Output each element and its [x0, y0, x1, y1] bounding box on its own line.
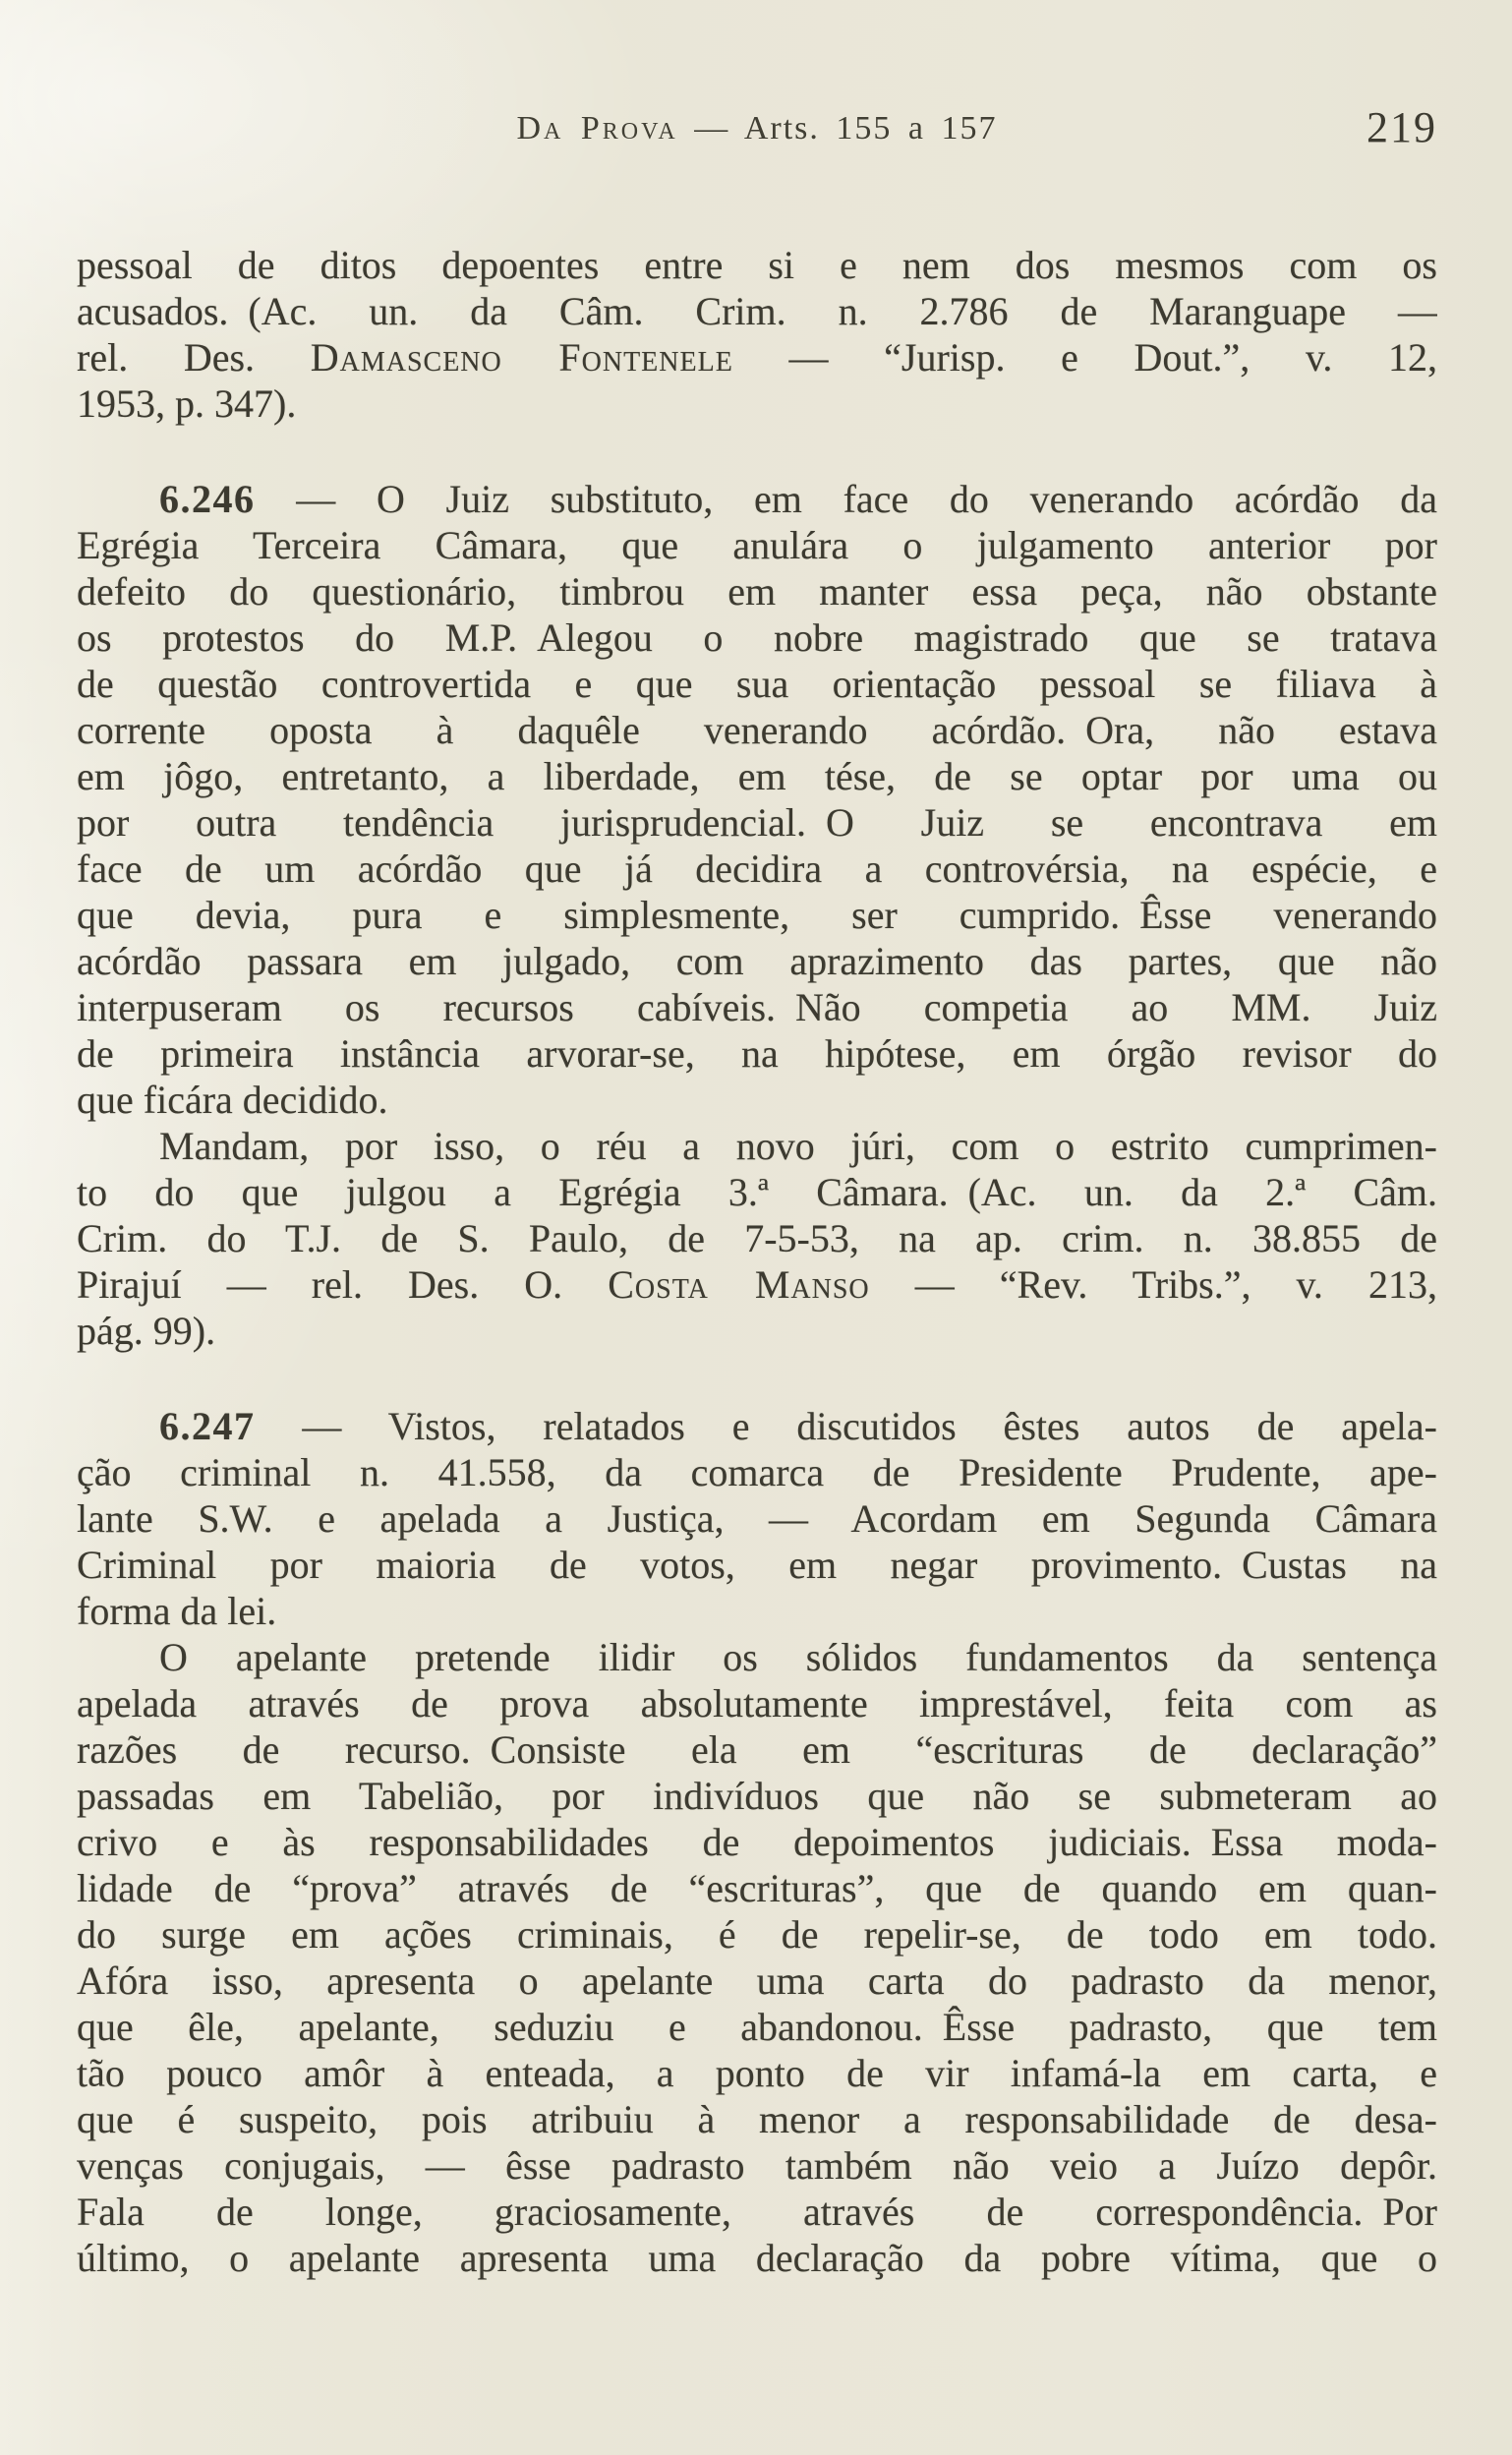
text-segment: de primeira instância arvorar-se, na hipótese, em órgão revisor do — [77, 1031, 1437, 1076]
page-number: 219 — [1367, 103, 1437, 151]
page-body — [77, 242, 1437, 2281]
text-segment: face de um acórdão que já decidira a controvérsia, na espécie, e — [77, 847, 1437, 891]
text-segment: tão pouco amôr à enteada, a ponto de vir infamá-la em carta, e — [77, 2051, 1437, 2095]
text-segment: — O Juiz substituto, em face do venerando acórdão da — [255, 477, 1437, 521]
text-line — [77, 661, 1437, 707]
text-segment: forma da lei. — [77, 1589, 277, 1633]
text-segment: — Vistos, relatados e discutidos êstes autos de apela- — [255, 1404, 1437, 1448]
text-segment: último, o apelante apresenta uma declaração da pobre vítima, que o — [77, 2236, 1437, 2280]
text-line — [77, 2050, 1437, 2096]
text-segment: Pirajuí — rel. Des. O. — [77, 1262, 609, 1307]
text-segment: pág. 99). — [77, 1309, 216, 1353]
text-segment: por outra tendência jurisprudencial. O Juiz se encontrava em — [77, 800, 1437, 845]
text-line — [77, 1169, 1437, 1215]
text-line — [77, 2004, 1437, 2050]
text-segment: Damasceno Fontenele — [310, 335, 733, 380]
text-line — [77, 522, 1437, 568]
text-line — [77, 614, 1437, 661]
text-segment: acórdão passara em julgado, com aprazimento das partes, que não — [77, 939, 1437, 983]
text-line — [77, 938, 1437, 984]
text-segment: defeito do questionário, timbrou em manter essa peça, não obstante — [77, 569, 1437, 614]
text-segment: do surge em ações criminais, é de repelir-se, de todo em todo. — [77, 1912, 1437, 1957]
paragraph — [77, 1403, 1437, 1634]
page-header — [77, 103, 1437, 157]
text-segment: em jôgo, entretanto, a liberdade, em tése, de se optar por uma ou — [77, 754, 1437, 798]
text-segment: de questão controvertida e que sua orientação pessoal se filiava à — [77, 662, 1437, 706]
text-line — [77, 1634, 1437, 1680]
text-line — [77, 2189, 1437, 2235]
text-line — [77, 1819, 1437, 1865]
paragraph — [77, 1634, 1437, 2281]
text-segment: que devia, pura e simplesmente, ser cumprido. Êsse venerando — [77, 893, 1437, 937]
text-line — [77, 2235, 1437, 2281]
text-line — [77, 380, 1437, 427]
text-segment: O apelante pretende ilidir os sólidos fundamentos da sentença — [159, 1635, 1437, 1679]
paragraph — [77, 476, 1437, 1123]
text-segment: que é suspeito, pois atribuiu à menor a responsabilidade de desa- — [77, 2097, 1437, 2141]
text-line — [77, 1215, 1437, 1261]
text-segment: rel. Des. — [77, 335, 311, 380]
text-segment: que êle, apelante, seduziu e abandonou. Êsse padrasto, que tem — [77, 2005, 1437, 2049]
text-line — [77, 476, 1437, 522]
text-segment: Fala de longe, graciosamente, através de correspondência. Por — [77, 2190, 1437, 2234]
text-line — [77, 892, 1437, 938]
text-segment: crivo e às responsabilidades de depoimentos judiciais. Essa moda- — [77, 1820, 1437, 1864]
text-line — [77, 334, 1437, 380]
text-line — [77, 1911, 1437, 1958]
text-segment: — “Jurisp. e Dout.”, v. 12, — [732, 335, 1437, 380]
text-segment: corrente oposta à daquêle venerando acórdão. Ora, não estava — [77, 708, 1437, 752]
paragraph — [77, 1123, 1437, 1354]
text-segment: Mandam, por isso, o réu a novo júri, com o estrito cumprimen- — [159, 1124, 1437, 1168]
paragraph — [77, 242, 1437, 427]
text-segment: razões de recurso. Consiste ela em “escrituras de declaração” — [77, 1727, 1437, 1772]
text-line — [77, 1773, 1437, 1819]
text-line — [77, 1449, 1437, 1495]
text-segment: passadas em Tabelião, por indivíduos que não se submeteram ao — [77, 1774, 1437, 1818]
text-segment: que ficára decidido. — [77, 1078, 388, 1122]
text-line — [77, 1123, 1437, 1169]
text-line — [77, 799, 1437, 846]
text-line — [77, 2142, 1437, 2189]
text-segment: Crim. do T.J. de S. Paulo, de 7-5-53, na ap. crim. n. 38.855 de — [77, 1216, 1437, 1260]
text-segment: venças conjugais, — êsse padrasto também não veio a Juízo depôr. — [77, 2143, 1437, 2188]
text-segment: — “Rev. Tribs.”, v. 213, — [869, 1262, 1437, 1307]
text-line — [77, 2096, 1437, 2142]
text-segment: pessoal de ditos depoentes entre si e nem dos mesmos com os — [77, 243, 1437, 287]
text-line — [77, 984, 1437, 1030]
text-line — [77, 1261, 1437, 1308]
text-segment: os protestos do M.P. Alegou o nobre magistrado que se tratava — [77, 615, 1437, 660]
text-line — [77, 288, 1437, 334]
text-segment: Afóra isso, apresenta o apelante uma carta do padrasto da menor, — [77, 1958, 1437, 2003]
text-segment: interpuseram os recursos cabíveis. Não competia ao MM. Juiz — [77, 985, 1437, 1029]
text-line — [77, 1958, 1437, 2004]
text-segment: to do que julgou a Egrégia 3.ª Câmara. (Ac. un. da 2.ª Câm. — [77, 1170, 1437, 1214]
text-line — [77, 1680, 1437, 1726]
text-line — [77, 753, 1437, 799]
text-segment: Criminal por maioria de votos, em negar provimento. Custas na — [77, 1543, 1437, 1587]
text-segment: acusados. (Ac. un. da Câm. Crim. n. 2.786 de Maranguape — — [77, 289, 1437, 333]
text-segment: lante S.W. e apelada a Justiça, — Acordam em Segunda Câmara — [77, 1496, 1437, 1541]
text-segment: Egrégia Terceira Câmara, que anulára o julgamento anterior por — [77, 523, 1437, 567]
text-segment: 1953, p. 347). — [77, 381, 297, 426]
text-segment: Costa Manso — [608, 1262, 870, 1307]
text-segment: lidade de “prova” através de “escrituras”, que de quando em quan- — [77, 1866, 1437, 1910]
text-line — [77, 846, 1437, 892]
text-segment: 6.247 — [159, 1404, 256, 1448]
text-line — [77, 1030, 1437, 1077]
text-segment: ção criminal n. 41.558, da comarca de Presidente Prudente, ape- — [77, 1450, 1437, 1494]
text-segment: 6.246 — [159, 477, 256, 521]
text-line — [77, 1077, 1437, 1123]
text-line — [77, 1726, 1437, 1773]
text-line — [77, 568, 1437, 614]
text-line — [77, 1865, 1437, 1911]
text-line — [77, 1308, 1437, 1354]
text-line — [77, 707, 1437, 753]
text-line — [77, 1542, 1437, 1588]
text-line — [77, 1495, 1437, 1542]
text-line — [77, 1588, 1437, 1634]
text-segment: apelada através de prova absolutamente imprestável, feita com as — [77, 1681, 1437, 1725]
running-title — [77, 110, 1437, 147]
text-line — [77, 242, 1437, 288]
running-title-articles: — Arts. 155 a 157 — [677, 110, 998, 146]
text-line — [77, 1403, 1437, 1449]
running-title-section: Da Prova — [516, 110, 678, 146]
